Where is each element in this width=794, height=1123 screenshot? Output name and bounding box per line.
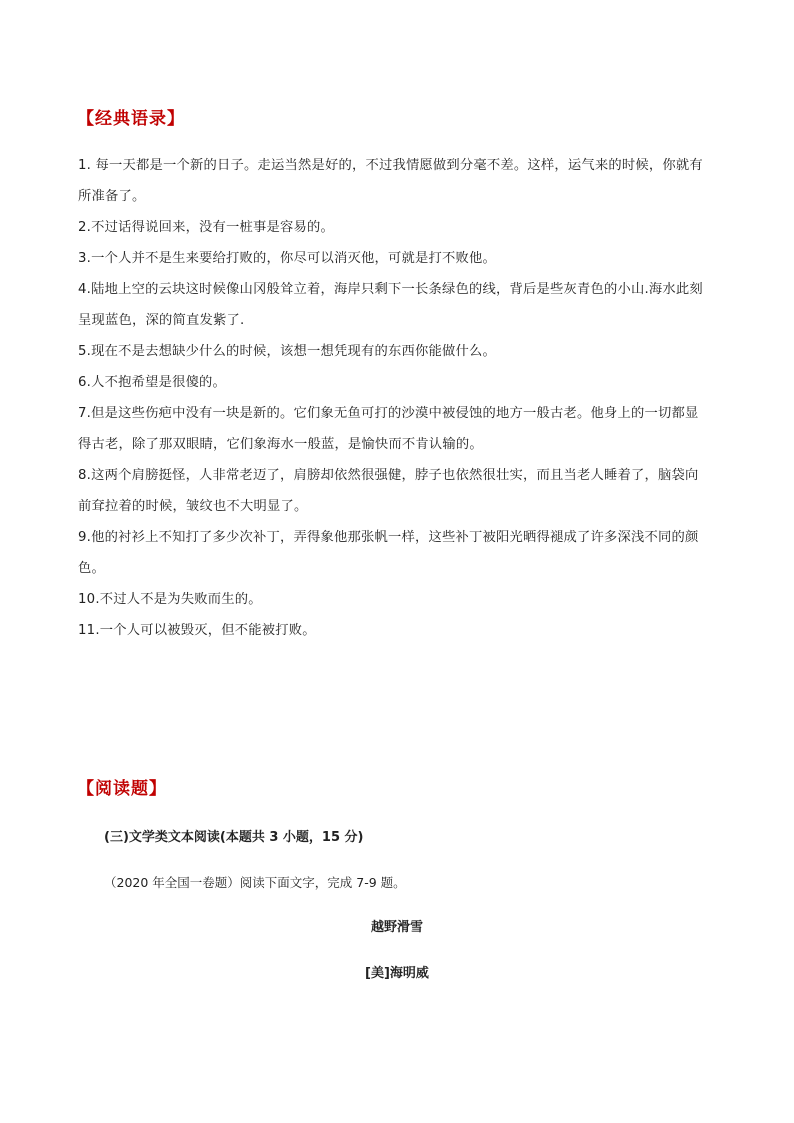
quote-line: 8.这两个肩膀挺怪，人非常老迈了，肩膀却依然很强健，脖子也依然很壮实，而且当老人睡着了，脑袋向 (78, 468, 699, 483)
quote-line: 得古老，除了那双眼睛，它们象海水一般蓝，是愉快而不肯认输的。 (78, 437, 483, 452)
passage-author: [美]海明威 (365, 966, 429, 981)
quote-line: 色。 (78, 561, 105, 576)
quote-item (78, 274, 730, 336)
quote-line: 11.一个人可以被毁灭，但不能被打败。 (78, 623, 316, 638)
reading-heading: 【阅读题】 (77, 779, 167, 799)
quote-item (78, 584, 730, 615)
quote-item (78, 398, 730, 460)
quote-item (78, 336, 730, 367)
quote-line: 5.现在不是去想缺少什么的时候，该想一想凭现有的东西你能做什么。 (78, 344, 496, 359)
quote-item (78, 522, 730, 584)
quote-item (78, 367, 730, 398)
quote-item (78, 460, 730, 522)
quote-line: 7.但是这些伤疤中没有一块是新的。它们象无鱼可打的沙漠中被侵蚀的地方一般古老。他身上的一切都显 (78, 406, 699, 421)
reading-subheading: (三)文学类文本阅读(本题共 3 小题，15 分) (104, 830, 364, 845)
passage-title: 越野滑雪 (370, 920, 423, 935)
quote-line: 9.他的衬衫上不知打了多少次补丁，弄得象他那张帆一样，这些补丁被阳光晒得褪成了许多深浅不同的颜 (78, 530, 699, 545)
quote-item (78, 212, 730, 243)
quote-line: 2.不过话得说回来，没有一桩事是容易的。 (78, 220, 335, 235)
quote-line: 10.不过人不是为失败而生的。 (78, 592, 262, 607)
quote-line: 6.人不抱希望是很傻的。 (78, 375, 227, 390)
quote-line: 所准备了。 (78, 189, 146, 204)
quote-line: 4.陆地上空的云块这时候像山冈般耸立着，海岸只剩下一长条绿色的线，背后是些灰青色的小山.海水此刻 (78, 282, 703, 297)
quote-item (78, 243, 730, 274)
quote-item (78, 615, 730, 646)
quote-line: 前耷拉着的时候，皱纹也不大明显了。 (78, 499, 308, 514)
reading-source: （2020 年全国一卷题）阅读下面文字，完成 7-9 题。 (104, 875, 406, 890)
quote-line: 呈现蓝色，深的简直发紫了. (78, 313, 245, 328)
quote-line: 1. 每一天都是一个新的日子。走运当然是好的，不过我情愿做到分毫不差。这样，运气来的时候，你就有 (78, 158, 703, 173)
quotes-list (78, 150, 730, 646)
quote-item (78, 150, 730, 212)
quote-line: 3.一个人并不是生来要给打败的，你尽可以消灭他，可就是打不败他。 (78, 251, 496, 266)
quotes-heading: 【经典语录】 (77, 109, 185, 129)
